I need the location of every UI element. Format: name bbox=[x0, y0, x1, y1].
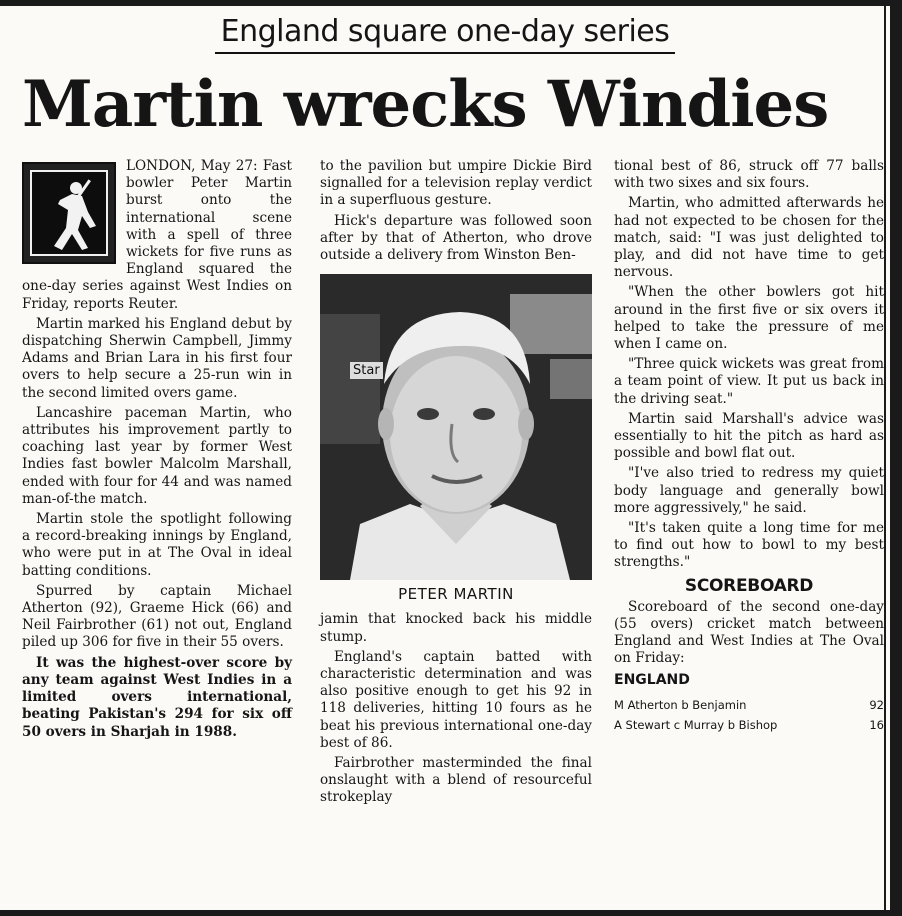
article-paragraph: England's captain batted with characteristic determination and was also positive enough to get his 92 in 118 deliveries, hitting 10 fours as he beat his previous international one-day best of 86. bbox=[320, 648, 592, 751]
article-paragraph: Martin said Marshall's advice was essentially to hit the pitch as hard as possible and bowl flat out. bbox=[614, 410, 884, 462]
team-name: ENGLAND bbox=[614, 671, 690, 688]
article-paragraph: "When the other bowlers got hit around in the first five or six overs it helped to take the pressure of me when I came on. bbox=[614, 284, 884, 353]
article-paragraph: tional best of 86, struck off 77 balls with two sixes and six fours. bbox=[614, 158, 884, 192]
photo-credit-badge: Star bbox=[350, 362, 383, 379]
cricketer-silhouette-icon bbox=[32, 172, 110, 258]
article-paragraph: Spurred by captain Michael Atherton (92), Graeme Hick (66) and Neil Fairbrother (61) not out, England piled up 306 for five in their 55 overs. bbox=[22, 582, 292, 651]
scoreboard-intro: Scoreboard of the second one-day (55 overs) cricket match between England and West Indies at The Oval on Friday: bbox=[614, 598, 884, 667]
scoreboard-row bbox=[614, 695, 884, 715]
bottom-rule bbox=[0, 910, 902, 916]
batsman-entry: A Stewart c Murray b Bishop bbox=[614, 717, 778, 732]
article-paragraph: Martin marked his England debut by dispatching Sherwin Campbell, Jimmy Adams and Brian Lara in his first four overs to help secure a 25-run win in the second limited overs game. bbox=[22, 315, 292, 401]
column-2 bbox=[320, 158, 592, 810]
article-paragraph: LONDON, May 27: Fast bowler Peter Martin burst onto the international scene with a spell of three wickets for five runs as England squared the one-day series against West Indies on Friday, reports Reuter. bbox=[22, 158, 292, 312]
scoreboard-title: SCOREBOARD bbox=[684, 575, 814, 596]
top-rule bbox=[0, 0, 902, 6]
article-paragraph: "I've also tried to redress my quiet body language and generally bowl more aggressively," he said. bbox=[614, 465, 884, 516]
column-3 bbox=[614, 158, 884, 735]
article-paragraph: to the pavilion but umpire Dickie Bird signalled for a television replay verdict in a superfluous gesture. bbox=[320, 158, 592, 209]
article-paragraph: jamin that knocked back his middle stump. bbox=[320, 611, 592, 645]
headline: Martin wrecks Windies bbox=[22, 67, 829, 142]
article-paragraph: Martin, who admitted afterwards he had not expected to be chosen for the match, said: "I was just delighted to play, and did not have time to get nervous. bbox=[614, 195, 884, 281]
article-paragraph: "Three quick wickets was great from a team point of view. It put us back in the driving seat." bbox=[614, 356, 884, 407]
article-paragraph: Fairbrother masterminded the final onslaught with a blend of resourceful strokeplay bbox=[320, 755, 592, 806]
player-portrait-photo bbox=[320, 274, 592, 580]
cricketer-thumbnail-image bbox=[22, 162, 116, 264]
article-paragraph-bold: It was the highest-over score by any team against West Indies in a limited overs international, beating Pakistan's 294 for six off 50 overs in Sharjah in 1988. bbox=[22, 654, 292, 740]
runs-value: 92 bbox=[869, 697, 884, 712]
article-paragraph: Lancashire paceman Martin, who attributes his improvement partly to coaching last year by former West Indies fast bowler Malcolm Marshall, ended with four for 44 and was named man-of-the match. bbox=[22, 404, 292, 507]
photo-caption: PETER MARTIN bbox=[398, 585, 514, 604]
kicker: England square one-day series bbox=[215, 14, 676, 54]
batsman-entry: M Atherton b Benjamin bbox=[614, 697, 747, 712]
portrait-illustration bbox=[320, 274, 592, 580]
kicker-container bbox=[0, 14, 890, 54]
article-paragraph: Hick's departure was followed soon after by that of Atherton, who drove outside a delivery from Winston Ben- bbox=[320, 212, 592, 264]
column-1 bbox=[22, 158, 292, 744]
article-paragraph: Martin stole the spotlight following a record-breaking innings by England, who were put in at The Oval in ideal batting conditions. bbox=[22, 511, 292, 579]
runs-value: 16 bbox=[869, 717, 884, 732]
scoreboard-row bbox=[614, 715, 884, 735]
article-paragraph: "It's taken quite a long time for me to find out how to bowl to my best strengths." bbox=[614, 520, 884, 571]
